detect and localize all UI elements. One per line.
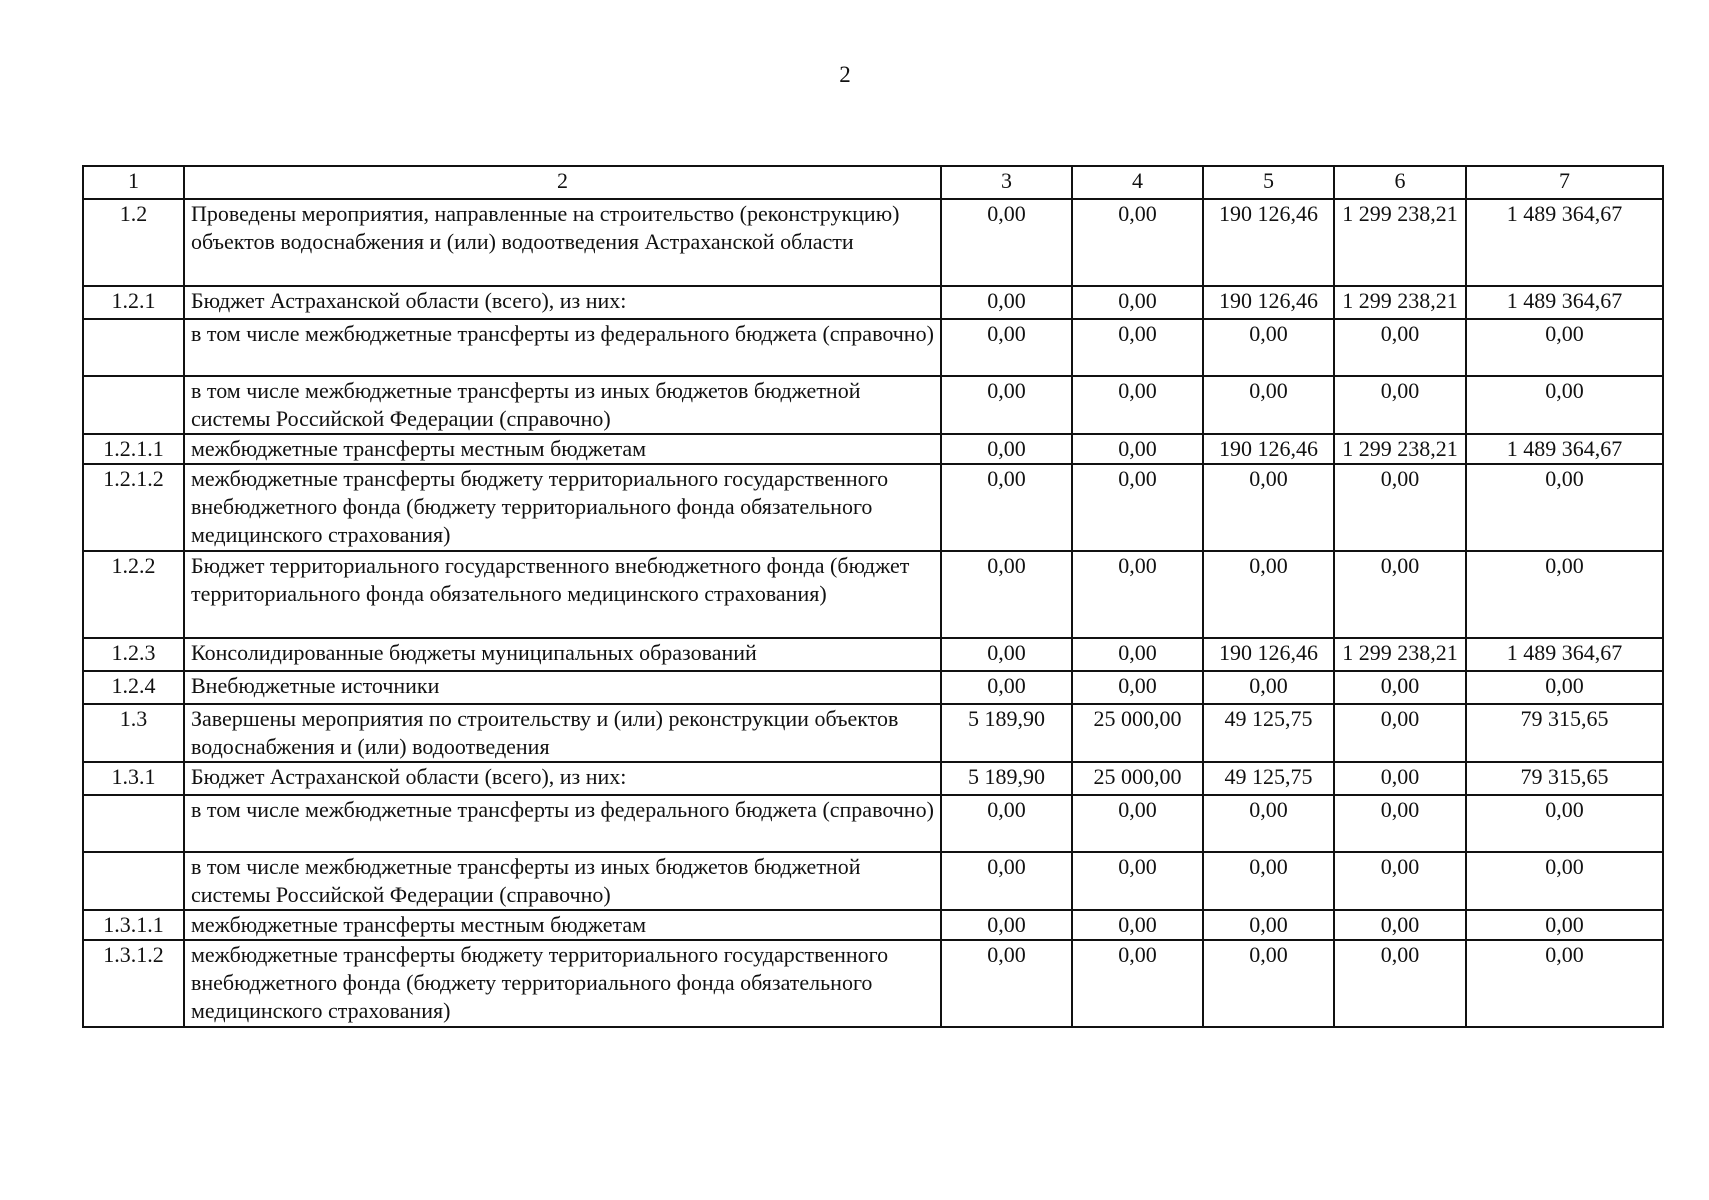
header-cell: 1 [83,166,184,199]
value-col-4: 0,00 [1072,638,1203,671]
value-col-4: 25 000,00 [1072,762,1203,795]
row-description: межбюджетные трансферты бюджету территориального государственного внебюджетного фонда (бюджету территориального фонда обязательного медицинского страхования) [184,464,941,551]
value-col-3: 0,00 [941,910,1072,940]
row-code [83,795,184,852]
value-col-7: 0,00 [1466,319,1663,376]
table-row [83,551,1663,638]
table-row [83,199,1663,286]
value-col-6: 0,00 [1334,551,1466,638]
table-row [83,762,1663,795]
value-col-6: 0,00 [1334,319,1466,376]
value-col-7: 1 489 364,67 [1466,434,1663,464]
header-cell: 5 [1203,166,1334,199]
row-description: Бюджет Астраханской области (всего), из них: [184,286,941,319]
row-code: 1.2.4 [83,671,184,704]
value-col-7: 0,00 [1466,464,1663,551]
value-col-3: 0,00 [941,551,1072,638]
value-col-7: 0,00 [1466,852,1663,910]
header-cell: 6 [1334,166,1466,199]
value-col-5: 49 125,75 [1203,762,1334,795]
row-code [83,319,184,376]
value-col-5: 0,00 [1203,671,1334,704]
value-col-5: 0,00 [1203,795,1334,852]
value-col-5: 0,00 [1203,551,1334,638]
value-col-5: 0,00 [1203,464,1334,551]
row-description: в том числе межбюджетные трансферты из федерального бюджета (справочно) [184,795,941,852]
value-col-4: 0,00 [1072,940,1203,1027]
value-col-4: 0,00 [1072,434,1203,464]
value-col-7: 1 489 364,67 [1466,638,1663,671]
table-row [83,376,1663,434]
row-code: 1.2.3 [83,638,184,671]
table-row [83,795,1663,852]
value-col-3: 0,00 [941,940,1072,1027]
value-col-3: 0,00 [941,376,1072,434]
value-col-7: 0,00 [1466,795,1663,852]
value-col-6: 0,00 [1334,671,1466,704]
row-description: межбюджетные трансферты местным бюджетам [184,434,941,464]
value-col-6: 0,00 [1334,795,1466,852]
value-col-5: 0,00 [1203,319,1334,376]
value-col-5: 0,00 [1203,852,1334,910]
value-col-5: 0,00 [1203,376,1334,434]
value-col-6: 0,00 [1334,762,1466,795]
value-col-3: 0,00 [941,671,1072,704]
value-col-7: 1 489 364,67 [1466,199,1663,286]
row-description: Проведены мероприятия, направленные на строительство (реконструкцию) объектов водоснабжения и (или) водоотведения Астраханской области [184,199,941,286]
value-col-4: 0,00 [1072,286,1203,319]
value-col-6: 1 299 238,21 [1334,199,1466,286]
value-col-4: 25 000,00 [1072,704,1203,762]
value-col-3: 0,00 [941,638,1072,671]
value-col-7: 0,00 [1466,376,1663,434]
value-col-6: 0,00 [1334,464,1466,551]
row-description: в том числе межбюджетные трансферты из иных бюджетов бюджетной системы Российской Федерации (справочно) [184,376,941,434]
value-col-5: 190 126,46 [1203,434,1334,464]
value-col-3: 0,00 [941,434,1072,464]
value-col-4: 0,00 [1072,464,1203,551]
value-col-4: 0,00 [1072,376,1203,434]
header-cell: 7 [1466,166,1663,199]
table-row [83,638,1663,671]
value-col-7: 79 315,65 [1466,704,1663,762]
value-col-4: 0,00 [1072,795,1203,852]
value-col-3: 0,00 [941,286,1072,319]
value-col-3: 5 189,90 [941,704,1072,762]
value-col-7: 0,00 [1466,671,1663,704]
row-code: 1.3.1.2 [83,940,184,1027]
row-code: 1.2 [83,199,184,286]
value-col-3: 0,00 [941,319,1072,376]
header-cell: 4 [1072,166,1203,199]
row-description: Бюджет территориального государственного внебюджетного фонда (бюджет территориального фонда обязательного медицинского страхования) [184,551,941,638]
value-col-6: 0,00 [1334,940,1466,1027]
table-row [83,852,1663,910]
row-code: 1.3.1.1 [83,910,184,940]
value-col-6: 0,00 [1334,852,1466,910]
row-description: в том числе межбюджетные трансферты из федерального бюджета (справочно) [184,319,941,376]
row-description: Консолидированные бюджеты муниципальных образований [184,638,941,671]
value-col-4: 0,00 [1072,852,1203,910]
value-col-5: 0,00 [1203,940,1334,1027]
value-col-3: 0,00 [941,795,1072,852]
table-row [83,434,1663,464]
row-code: 1.3 [83,704,184,762]
header-cell: 3 [941,166,1072,199]
value-col-3: 0,00 [941,199,1072,286]
value-col-5: 190 126,46 [1203,286,1334,319]
value-col-6: 0,00 [1334,376,1466,434]
row-description: Завершены мероприятия по строительству и (или) реконструкции объектов водоснабжения и (или) водоотведения [184,704,941,762]
value-col-3: 0,00 [941,852,1072,910]
row-code: 1.3.1 [83,762,184,795]
value-col-5: 190 126,46 [1203,199,1334,286]
page-number: 2 [839,62,851,87]
table-header-row [83,166,1663,199]
table-row [83,940,1663,1027]
value-col-4: 0,00 [1072,319,1203,376]
value-col-5: 0,00 [1203,910,1334,940]
table-row [83,286,1663,319]
value-col-5: 190 126,46 [1203,638,1334,671]
row-code [83,376,184,434]
value-col-6: 0,00 [1334,910,1466,940]
row-code: 1.2.1.2 [83,464,184,551]
value-col-4: 0,00 [1072,910,1203,940]
row-description: межбюджетные трансферты местным бюджетам [184,910,941,940]
budget-table [82,165,1664,1028]
value-col-6: 1 299 238,21 [1334,434,1466,464]
value-col-7: 79 315,65 [1466,762,1663,795]
value-col-4: 0,00 [1072,551,1203,638]
row-description: Внебюджетные источники [184,671,941,704]
row-description: в том числе межбюджетные трансферты из иных бюджетов бюджетной системы Российской Федерации (справочно) [184,852,941,910]
table-row [83,464,1663,551]
row-code: 1.2.1.1 [83,434,184,464]
value-col-7: 0,00 [1466,940,1663,1027]
value-col-4: 0,00 [1072,199,1203,286]
value-col-5: 49 125,75 [1203,704,1334,762]
value-col-7: 0,00 [1466,551,1663,638]
header-cell: 2 [184,166,941,199]
value-col-6: 0,00 [1334,704,1466,762]
table-row [83,319,1663,376]
value-col-3: 5 189,90 [941,762,1072,795]
row-description: межбюджетные трансферты бюджету территориального государственного внебюджетного фонда (бюджету территориального фонда обязательного медицинского страхования) [184,940,941,1027]
row-code [83,852,184,910]
row-description: Бюджет Астраханской области (всего), из них: [184,762,941,795]
value-col-6: 1 299 238,21 [1334,638,1466,671]
row-code: 1.2.2 [83,551,184,638]
value-col-4: 0,00 [1072,671,1203,704]
table-row [83,671,1663,704]
value-col-7: 1 489 364,67 [1466,286,1663,319]
value-col-3: 0,00 [941,464,1072,551]
value-col-6: 1 299 238,21 [1334,286,1466,319]
row-code: 1.2.1 [83,286,184,319]
value-col-7: 0,00 [1466,910,1663,940]
table-row [83,910,1663,940]
table-row [83,704,1663,762]
